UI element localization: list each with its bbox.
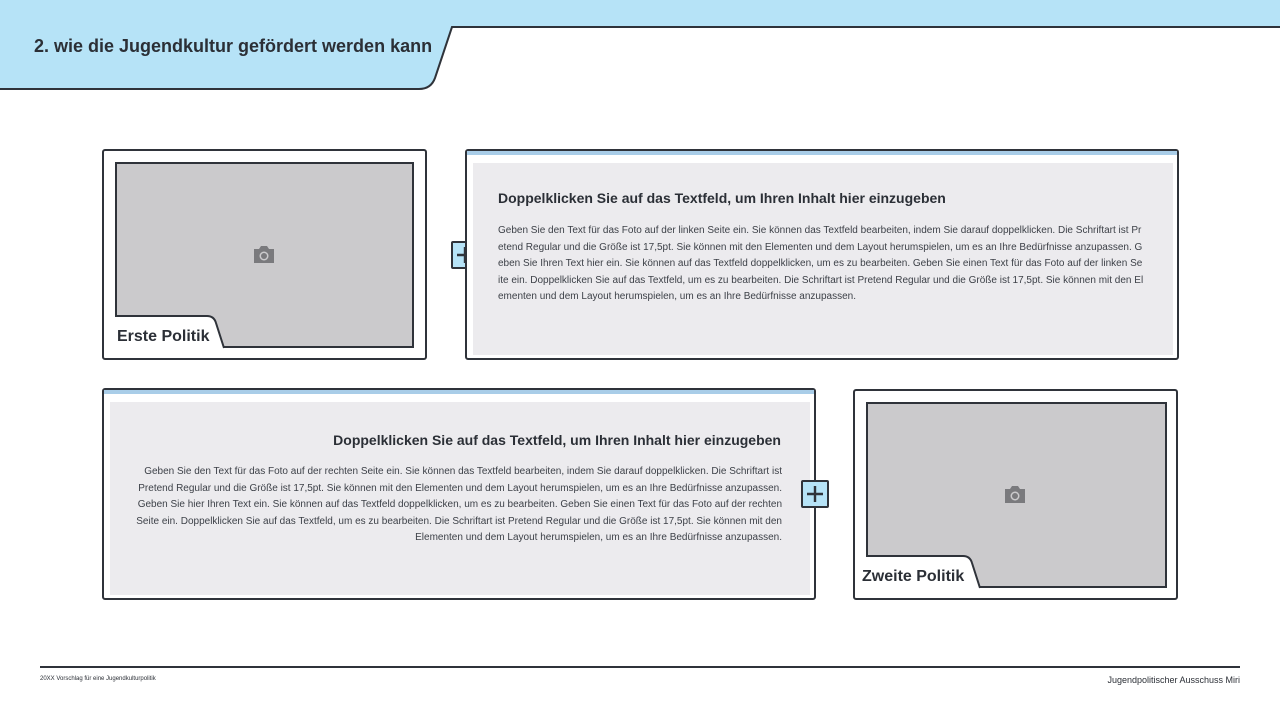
page-title: 2. wie die Jugendkultur gefördert werden kann: [34, 36, 433, 56]
text-card-topbar-2: [104, 390, 814, 394]
text-card-topbar-1: [467, 151, 1177, 155]
text-body-1: Geben Sie den Text für das Foto auf der linken Seite ein. Sie können das Textfeld bearbeiten, indem Sie darauf doppelklicken. Die Schriftart ist Pretend Regular und die Größe ist 17,5pt. Sie können mit den Elementen und dem Layout herumspielen, um es an Ihre Bedürfnisse anzupassen. Geben Sie Ihren Text hier ein. Sie können auf das Textfeld doppelklicken, um es zu bearbeiten. Geben Sie einen Text für das Foto auf der linken Seite ein. Doppelklicken Sie auf das Textfeld, um es zu bearbeiten. Die Schriftart ist Pretend Regular und die Größe ist 17,5pt. Sie können mit den Elementen und dem Layout herumspielen, um es an Ihre Bedürfnisse anzupassen.: [498, 225, 1144, 303]
camera-icon: [252, 243, 276, 265]
photo-label-2: Zweite Politik: [862, 568, 965, 585]
plus-icon: [806, 485, 824, 503]
camera-icon: [1003, 483, 1027, 505]
text-heading-2: Doppelklicken Sie auf das Textfeld, um Ihren Inhalt hier einzugeben: [333, 432, 781, 448]
footer-right-text: Jugendpolitischer Ausschuss Miri: [1107, 675, 1240, 685]
footer-left-text: 20XX Vorschlag für eine Jugendkulturpolitik: [40, 676, 156, 682]
text-card-1: [465, 149, 1179, 360]
photo-card-1: [102, 149, 427, 360]
add-button-2[interactable]: [801, 480, 829, 508]
photo-card-2: [853, 389, 1178, 600]
text-heading-1: Doppelklicken Sie auf das Textfeld, um Ihren Inhalt hier einzugeben: [498, 190, 946, 206]
text-body-2: Geben Sie den Text für das Foto auf der rechten Seite ein. Sie können das Textfeld bearbeiten, indem Sie darauf doppelklicken. Die Schriftart ist Pretend Regular und die Größe ist 17,5pt. Sie können mit den Elementen und dem Layout herumspielen, um es an Ihre Bedürfnisse anzupassen. Geben Sie hier Ihren Text ein. Sie können auf das Textfeld doppelklicken, um es zu bearbeiten. Geben Sie einen Text für das Foto auf der rechten Seite ein. Doppelklicken Sie auf das Textfeld, um es zu bearbeiten. Die Schriftart ist Pretend Regular und die Größe ist 17,5pt. Sie können mit den Elementen und dem Layout herumspielen, um es an Ihre Bedürfnisse anzupassen.: [136, 466, 782, 544]
footer-divider: [40, 666, 1240, 668]
photo-label-1: Erste Politik: [117, 328, 210, 345]
text-card-2: [102, 388, 816, 600]
